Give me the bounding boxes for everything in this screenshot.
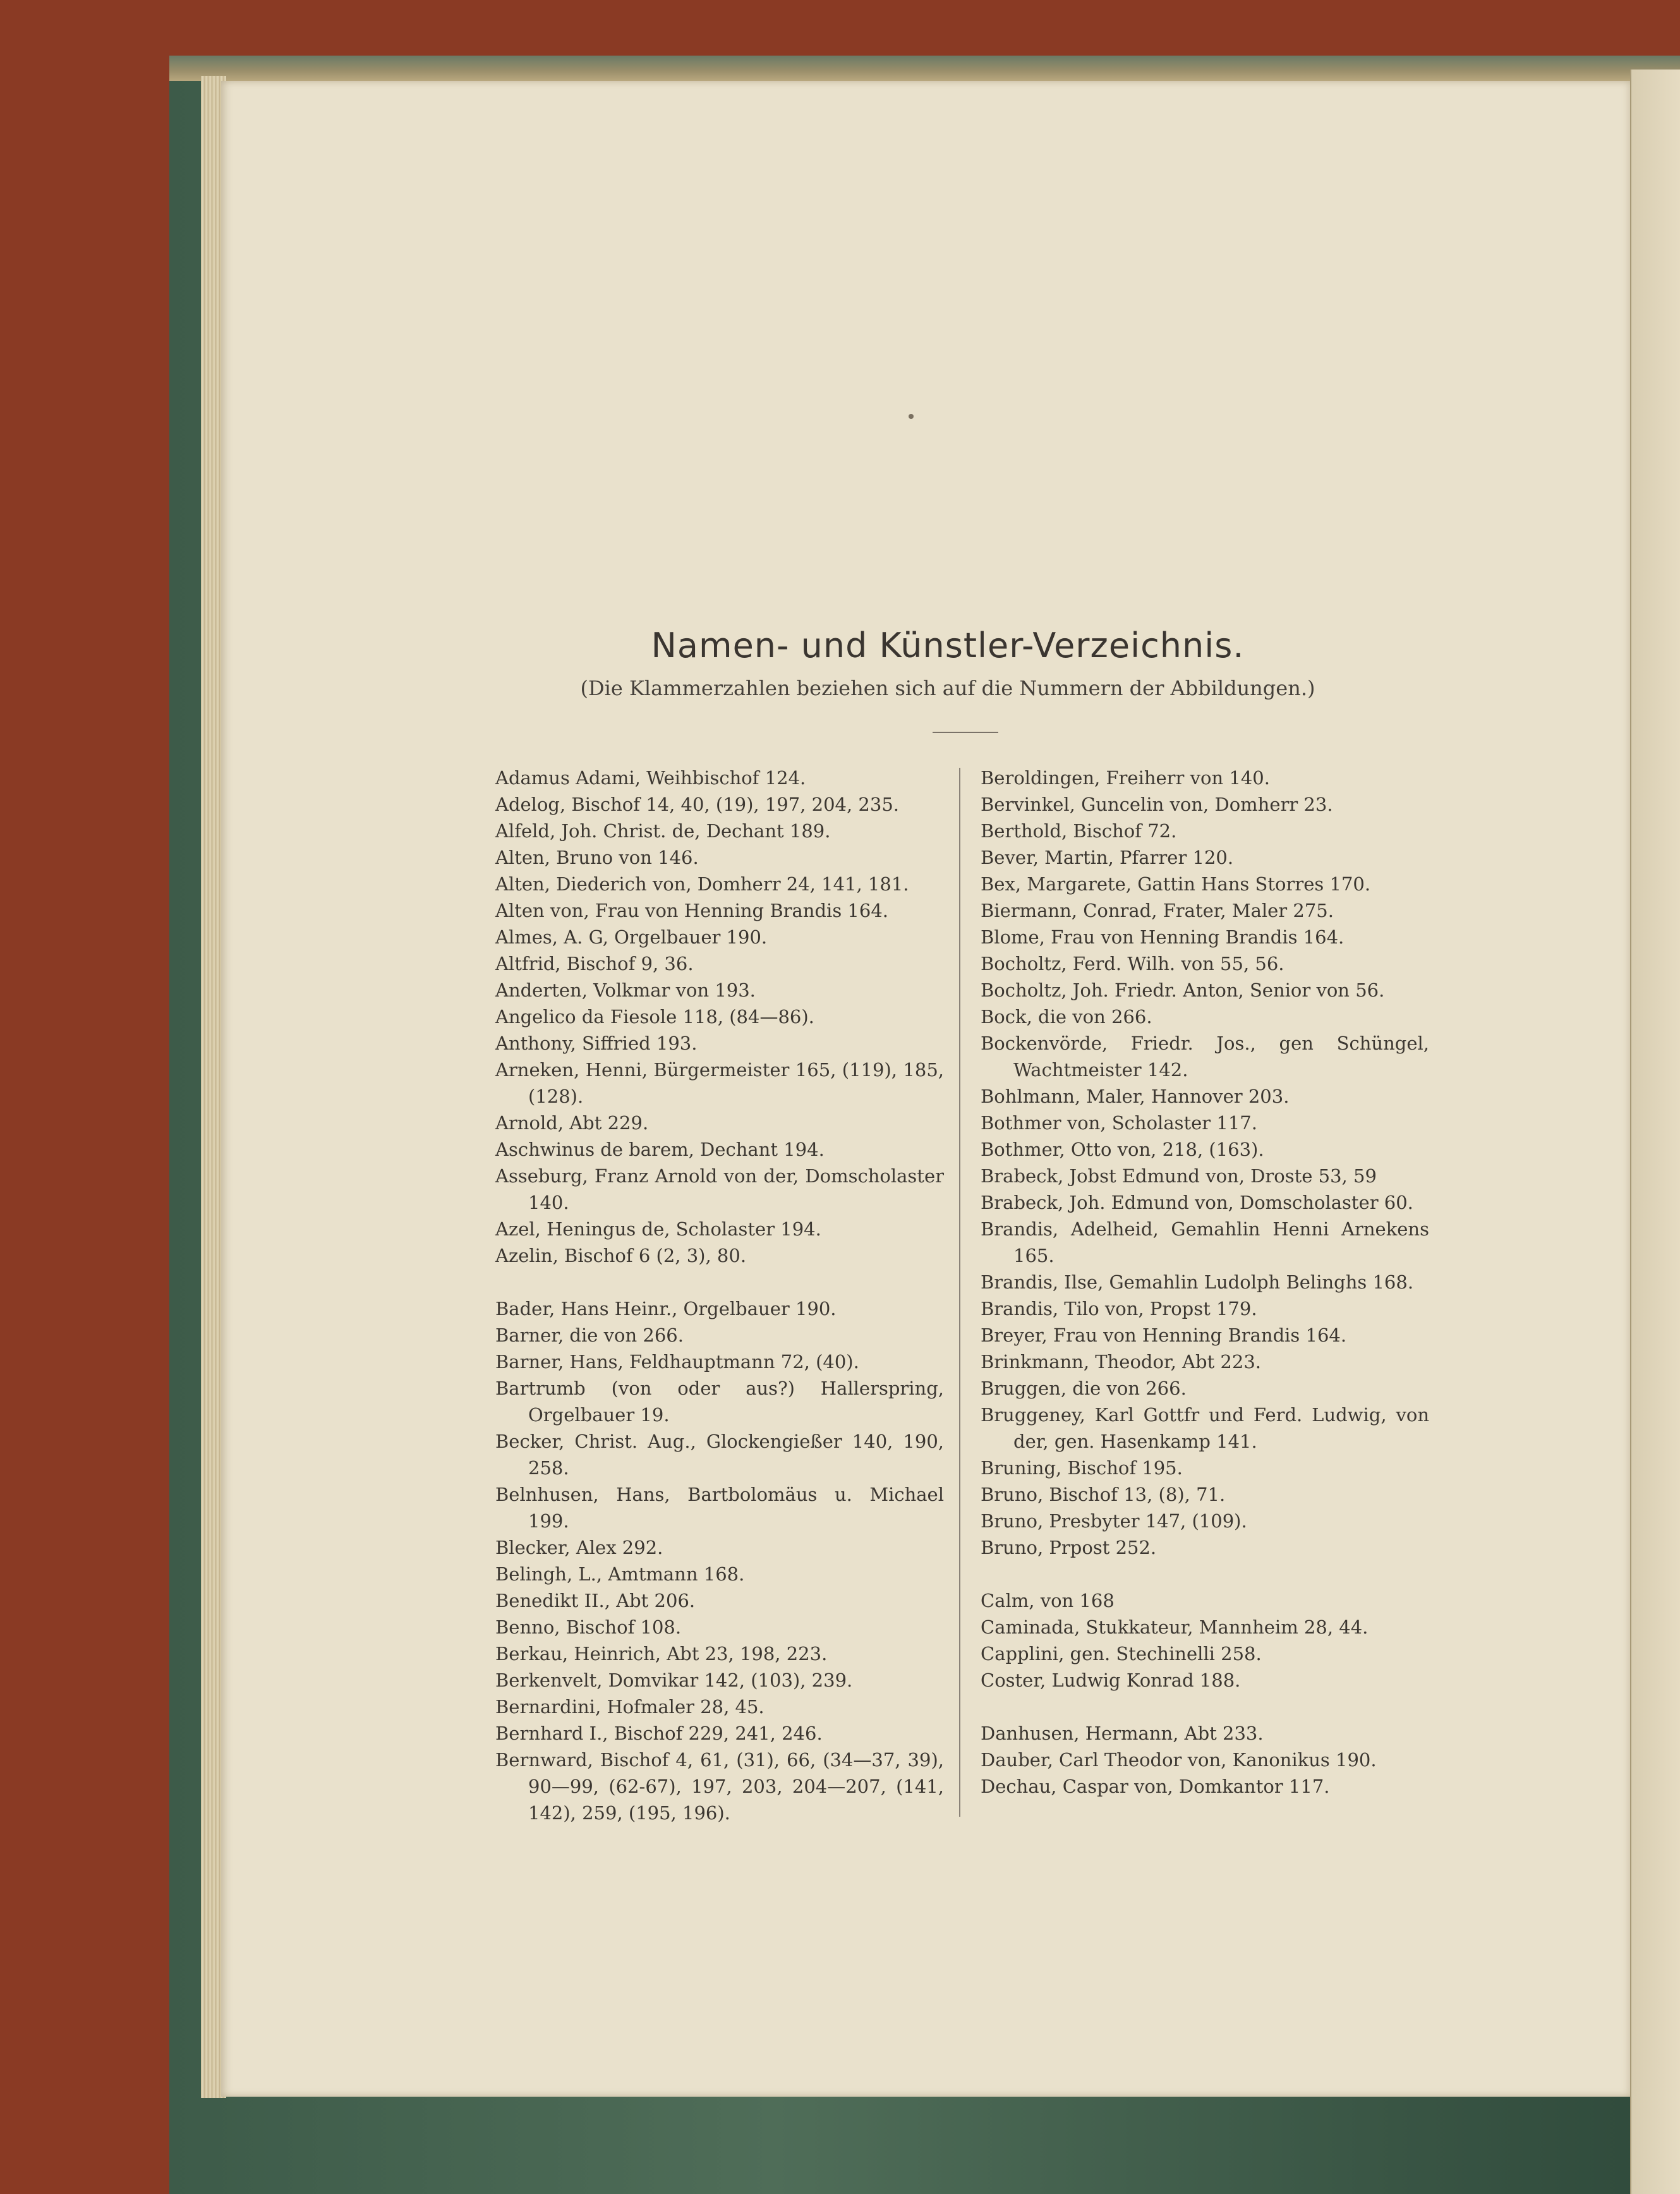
index-entry: Alten, Diederich von, Domherr 24, 141, 181. xyxy=(495,873,909,895)
index-entry: Berkau, Heinrich, Abt 23, 198, 223. xyxy=(495,1643,828,1664)
index-entry: Bothmer, Otto von, 218, (163). xyxy=(981,1139,1264,1160)
index-entry: Brabeck, Jobst Edmund von, Droste 53, 59 xyxy=(981,1165,1377,1187)
index-entry: Arneken, Henni, Bürgermeister 165, (119), 185, (128). xyxy=(495,1059,944,1107)
index-entry: Belnhusen, Hans, Bartbolomäus u. Michael 199. xyxy=(495,1484,944,1532)
index-entry: Alten, Bruno von 146. xyxy=(495,847,699,868)
column-divider xyxy=(959,768,960,1817)
index-entry: Adamus Adami, Weihbischof 124. xyxy=(495,767,806,789)
index-entry: Dauber, Carl Theodor von, Kanonikus 190. xyxy=(981,1749,1377,1771)
index-entry: Azel, Heningus de, Scholaster 194. xyxy=(495,1218,821,1240)
index-entry: Alten von, Frau von Henning Brandis 164. xyxy=(495,900,888,921)
index-entry: Brinkmann, Theodor, Abt 223. xyxy=(981,1351,1262,1373)
index-entry: Bruno, Prpost 252. xyxy=(981,1537,1157,1558)
index-entry: Anderten, Volkmar von 193. xyxy=(495,979,756,1001)
index-entry: Blome, Frau von Henning Brandis 164. xyxy=(981,926,1345,948)
index-entry: Bartrumb (von oder aus?) Hallerspring, Orgelbauer 19. xyxy=(495,1378,944,1426)
index-entry: Barner, die von 266. xyxy=(495,1324,684,1346)
index-entry: Benno, Bischof 108. xyxy=(495,1616,682,1638)
index-entry: Berkenvelt, Domvikar 142, (103), 239. xyxy=(495,1670,853,1691)
index-entry: Bock, die von 266. xyxy=(981,1006,1152,1027)
index-entry: Bocholtz, Joh. Friedr. Anton, Senior von 56. xyxy=(981,979,1385,1001)
index-entry: Bohlmann, Maler, Hannover 203. xyxy=(981,1086,1290,1107)
index-entry: Brandis, Ilse, Gemahlin Ludolph Belinghs 168. xyxy=(981,1271,1414,1293)
index-entry: Biermann, Conrad, Frater, Maler 275. xyxy=(981,900,1334,921)
index-entry: Bruning, Bischof 195. xyxy=(981,1457,1183,1479)
index-entry: Adelog, Bischof 14, 40, (19), 197, 204, 235. xyxy=(495,794,899,815)
cover-top-edge xyxy=(169,56,1680,81)
index-entry: Arnold, Abt 229. xyxy=(495,1112,649,1134)
index-entry: Bothmer von, Scholaster 117. xyxy=(981,1112,1257,1134)
index-entry: Bruggen, die von 266. xyxy=(981,1378,1187,1399)
index-entry: Beroldingen, Freiherr von 140. xyxy=(981,767,1270,789)
index-entry: Calm, von 168 xyxy=(981,1590,1115,1611)
index-entry: Angelico da Fiesole 118, (84—86). xyxy=(495,1006,814,1027)
index-entry: Aschwinus de barem, Dechant 194. xyxy=(495,1139,825,1160)
index-entry: Belingh, L., Amtmann 168. xyxy=(495,1563,745,1585)
index-entry: Almes, A. G, Orgelbauer 190. xyxy=(495,926,768,948)
index-entry: Dechau, Caspar von, Domkantor 117. xyxy=(981,1776,1330,1797)
index-entry: Brabeck, Joh. Edmund von, Domscholaster 60. xyxy=(981,1192,1413,1213)
index-entry: Brandis, Adelheid, Gemahlin Henni Arnekens 165. xyxy=(981,1218,1429,1266)
index-entry: Bruno, Bischof 13, (8), 71. xyxy=(981,1484,1226,1505)
index-entry: Benedikt II., Abt 206. xyxy=(495,1590,696,1611)
index-entry: Asseburg, Franz Arnold von der, Domscholaster 140. xyxy=(495,1165,944,1213)
index-entry: Becker, Christ. Aug., Glockengießer 140, 190, 258. xyxy=(495,1431,944,1479)
index-entry: Danhusen, Hermann, Abt 233. xyxy=(981,1723,1264,1744)
index-entry: Azelin, Bischof 6 (2, 3), 80. xyxy=(495,1245,747,1266)
index-entry: Caminada, Stukkateur, Mannheim 28, 44. xyxy=(981,1616,1369,1638)
index-entry: Bever, Martin, Pfarrer 120. xyxy=(981,847,1234,868)
index-entry: Bernardini, Hofmaler 28, 45. xyxy=(495,1696,764,1718)
facing-page-edge xyxy=(1630,70,1680,2194)
index-entry: Bruggeney, Karl Gottfr und Ferd. Ludwig, von der, gen. Hasenkamp 141. xyxy=(981,1404,1429,1452)
index-entry: Anthony, Siffried 193. xyxy=(495,1033,698,1054)
section-gap xyxy=(981,1694,1429,1720)
index-entry: Capplini, gen. Stechinelli 258. xyxy=(981,1643,1262,1664)
index-entry: Breyer, Frau von Henning Brandis 164. xyxy=(981,1324,1347,1346)
index-entry: Brandis, Tilo von, Propst 179. xyxy=(981,1298,1257,1319)
index-entry: Berthold, Bischof 72. xyxy=(981,820,1177,842)
index-column-left xyxy=(495,765,944,1826)
index-entry: Bockenvörde, Friedr. Jos., gen Schüngel, Wachtmeister 142. xyxy=(981,1033,1429,1081)
paper-speck xyxy=(909,414,914,419)
index-entry: Alfeld, Joh. Christ. de, Dechant 189. xyxy=(495,820,831,842)
index-entry: Bervinkel, Guncelin von, Domherr 23. xyxy=(981,794,1333,815)
index-entry: Bernward, Bischof 4, 61, (31), 66, (34—37, 39), 90—99, (62-67), 197, 203, 204—207, (141, 142), 259, (195, 196). xyxy=(495,1749,944,1824)
index-entry: Altfrid, Bischof 9, 36. xyxy=(495,953,694,974)
index-entry: Bader, Hans Heinr., Orgelbauer 190. xyxy=(495,1298,837,1319)
page-subtitle: (Die Klammerzahlen beziehen sich auf die Nummern der Abbildungen.) xyxy=(580,676,1315,700)
title-divider xyxy=(933,732,998,733)
index-column-right xyxy=(981,765,1429,1800)
index-entry: Bex, Margarete, Gattin Hans Storres 170. xyxy=(981,873,1371,895)
index-entry: Bruno, Presbyter 147, (109). xyxy=(981,1510,1247,1532)
index-entry: Bernhard I., Bischof 229, 241, 246. xyxy=(495,1723,823,1744)
index-entry: Coster, Ludwig Konrad 188. xyxy=(981,1670,1241,1691)
index-entry: Barner, Hans, Feldhauptmann 72, (40). xyxy=(495,1351,859,1373)
section-gap xyxy=(495,1269,944,1295)
index-entry: Bocholtz, Ferd. Wilh. von 55, 56. xyxy=(981,953,1284,974)
section-gap xyxy=(981,1561,1429,1587)
index-entry: Blecker, Alex 292. xyxy=(495,1537,663,1558)
page-title: Namen- und Künstler-Verzeichnis. xyxy=(651,626,1245,665)
